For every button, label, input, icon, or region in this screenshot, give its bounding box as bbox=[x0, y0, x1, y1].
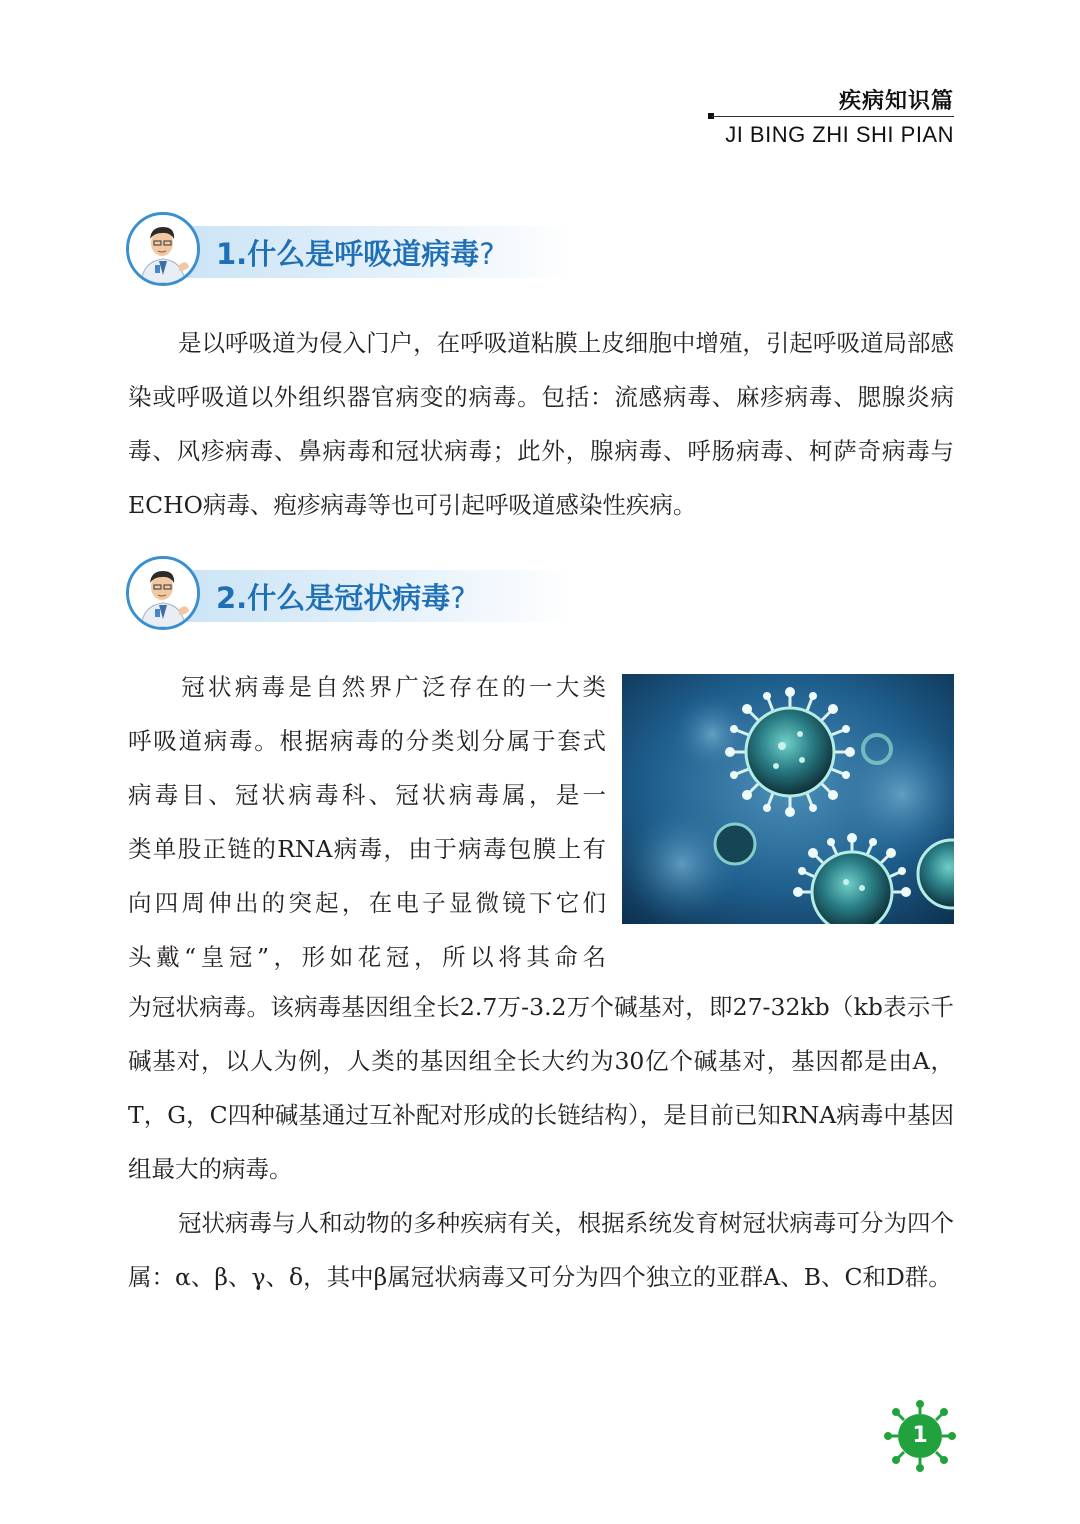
text-line: 呼吸道病毒。根据病毒的分类划分属于套式 bbox=[128, 727, 606, 755]
section-1-heading bbox=[126, 212, 556, 290]
header-rule bbox=[712, 116, 954, 117]
running-header-title: 疾病知识篇 bbox=[838, 89, 954, 114]
coronavirus-microscope-image bbox=[622, 674, 954, 924]
section-1-paragraph: 是以呼吸道为侵入门户，在呼吸道粘膜上皮细胞中增殖，引起呼吸道局部感染或呼吸道以外组织器官病变的病毒。包括：流感病毒、麻疹病毒、腮腺炎病毒、风疹病毒、鼻病毒和冠状病毒；此外，腺病毒、呼肠病毒、柯萨奇病毒与ECHO病毒、疱疹病毒等也可引起呼吸道感染性疾病。 bbox=[128, 329, 954, 519]
section-2-paragraph-continued: 为冠状病毒。该病毒基因组全长2.7万-3.2万个碱基对，即27-32kb（kb表示千碱基对，以人为例，人类的基因组全长大约为30亿个碱基对，基因都是由A，T，G，C四种碱基通过互补配对形成的长链结构），是目前已知RNA病毒中基因组最大的病毒。 bbox=[128, 993, 954, 1183]
section-2-title: 2.什么是冠状病毒? bbox=[216, 581, 466, 615]
doctor-avatar-icon bbox=[126, 556, 200, 630]
text-line: 向四周伸出的突起，在电子显微镜下它们 bbox=[128, 889, 606, 917]
virus-particle-large bbox=[725, 687, 855, 817]
text-line: 头戴“皇冠”，形如花冠，所以将其命名 bbox=[128, 943, 606, 971]
doctor-avatar-icon bbox=[126, 212, 200, 286]
section-2-paragraph-wrapped bbox=[128, 660, 606, 984]
page-number: 1 bbox=[912, 1423, 928, 1448]
text-line: 冠状病毒是自然界广泛存在的一大类 bbox=[178, 673, 606, 701]
running-header-pinyin: JI BING ZHI SHI PIAN bbox=[725, 122, 954, 147]
text-line: 类单股正链的RNA病毒，由于病毒包膜上有 bbox=[128, 835, 606, 863]
virus-badge-icon bbox=[884, 1400, 956, 1472]
section-1-title: 1.什么是呼吸道病毒? bbox=[216, 237, 495, 271]
section-2-heading bbox=[126, 556, 556, 634]
text-line: 病毒目、冠状病毒科、冠状病毒属，是一 bbox=[128, 781, 606, 809]
section-2-paragraph-2: 冠状病毒与人和动物的多种疾病有关，根据系统发育树冠状病毒可分为四个属：α、β、γ、δ，其中β属冠状病毒又可分为四个独立的亚群A、B、C和D群。 bbox=[128, 1209, 954, 1291]
